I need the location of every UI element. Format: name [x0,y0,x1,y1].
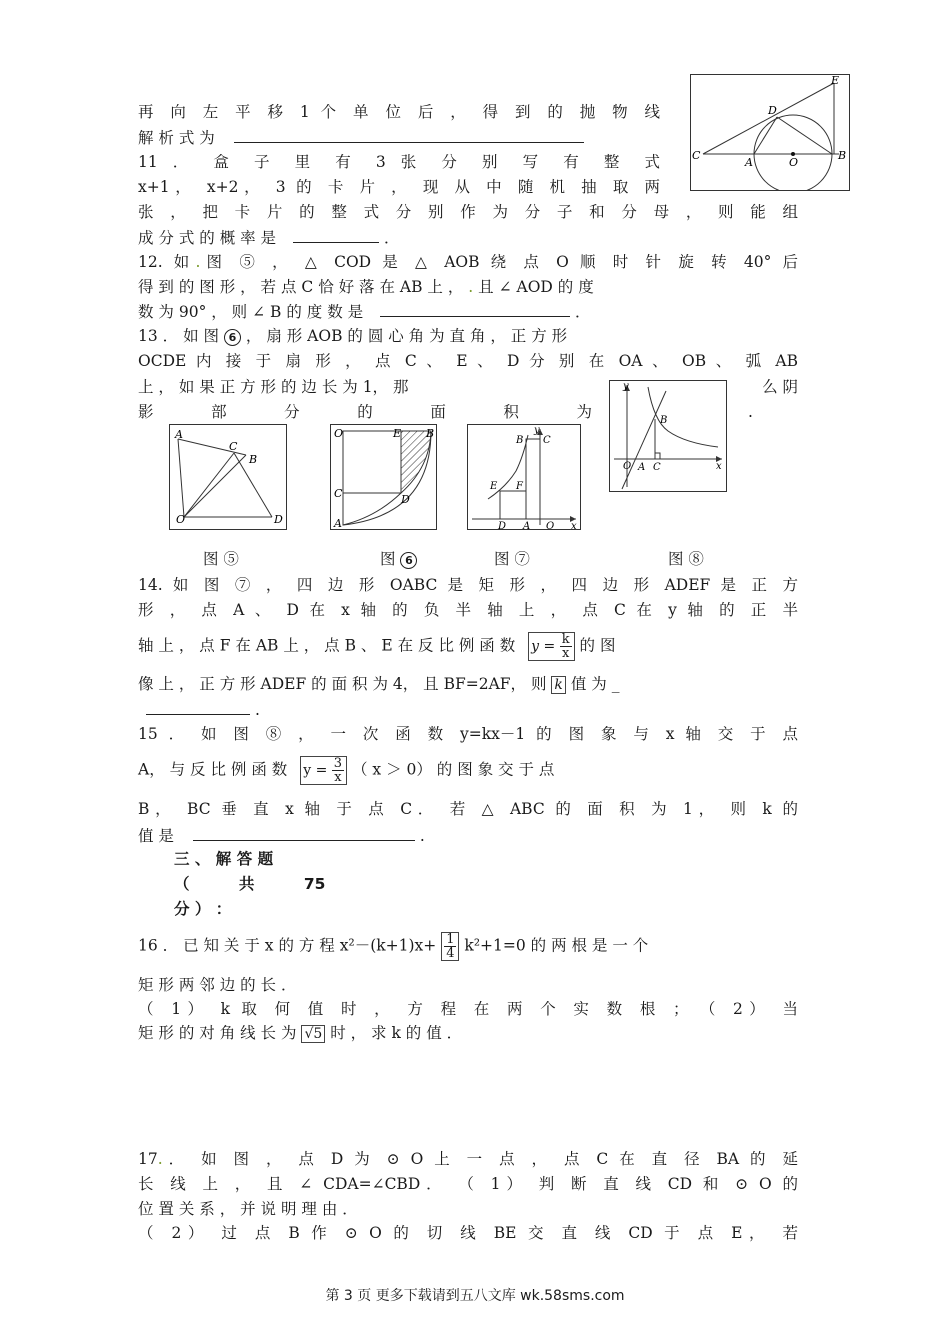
label-B: B [838,149,847,162]
text-line-28: （ 1） k 取 何 值 时 ， 方 程 在 两 个 实 数 根 ； （ 2） 当 [138,1000,798,1018]
text-line-22-end: . [419,827,425,845]
text-line-8-dot: . [468,278,474,296]
text-line-30 [138,1148,798,1170]
formula-k: k [554,677,563,693]
answer-blank-10 [234,126,584,143]
f6-label-C: C [334,487,343,500]
formula-y-k-over-x [528,632,574,661]
f7-label-B: B [516,435,524,446]
section-heading: 三 、 解 答 题 [174,850,274,868]
f7-label-F: F [516,481,523,492]
text-line-12-end: 么 阴 [762,378,798,396]
text-line-17-start: 像 上 ， 正 方 形 ADEF 的 面 积 为 4， 且 BF=2AF， 则 [138,675,547,693]
text-line-9-label: 数 为 90° ， 则 ∠ B 的 度 数 是 [138,303,364,321]
fraction-den-x2: x [334,770,342,785]
figure-5-diagram [170,425,286,529]
label-A: A [745,156,753,169]
text-line-26-end: k²+1=0 的 两 根 是 一 个 [464,936,649,955]
text-line-6-label: 成 分 式 的 概 率 是 [138,229,277,247]
text-line-15: 形 ， 点 A 、 D 在 x 轴 的 负 半 轴 上 ， 点 C 在 y 轴 的 正 半 [138,601,798,619]
fraction-1-4 [444,933,456,960]
caption-figure-5: 图 ⑤ [203,550,239,568]
caption-figure-7: 图 ⑦ [494,550,530,568]
text-line-10-start: 13 ． 如 图 [138,327,220,345]
caption-figure-6 [380,548,417,570]
text-line-18 [138,698,798,720]
text-line-8-rest: 且 ∠ AOD 的 度 [478,278,594,296]
text-line-7 [138,251,798,273]
f7-label-C: C [543,435,551,446]
text-line-29 [138,1022,798,1044]
text-line-17-end: 值 为 _ [570,675,620,693]
text-line-31: 长 线 上 ， 且 ∠ CDA=∠CBD． （ 1） 判 断 直 线 CD 和 ⊙ O 的 [138,1175,798,1193]
text-line-8 [138,276,798,298]
formula-one-quarter [441,932,459,961]
text-line-20 [138,756,798,785]
text-line-26-start: 16 ． 已 知 关 于 x 的 方 程 x²－(k+1)x+ [138,936,437,955]
text-line-14: 14. 如 图 ⑦ ， 四 边 形 OABC 是 矩 形 ， 四 边 形 ADEF 是 正 方 [138,576,798,594]
section-points-line [174,873,798,895]
formula-k-box [551,676,565,694]
figure-8 [609,380,727,492]
f6-label-B: B [426,427,435,440]
f5-label-B: B [249,453,258,466]
answer-blank-11 [293,226,379,243]
f6-label-A: A [334,517,342,529]
page-footer: 第 3 页 更多下载请到五八文库 wk.58sms.com [325,1288,625,1304]
text-line-20-end: （ x ＞ 0） 的 图 象 交 于 点 [351,760,555,779]
text-line-11: OCDE 内 接 于 扇 形 ， 点 C 、 E 、 D 分 别 在 OA 、 OB 、 弧 AB [138,352,798,370]
text-line-2 [138,126,660,148]
formula-y-3-over-x [300,756,347,785]
text-line-2-label: 解 析 式 为 [138,129,215,147]
f7-label-O: O [546,521,555,529]
text-line-21: B， BC 垂 直 x 轴 于 点 C． 若 △ ABC 的 面 积 为 1， 则 k 的 [138,800,798,818]
f7-label-x: x [571,521,577,529]
section-paren: （ [174,875,190,893]
answer-blank-15 [193,824,415,841]
text-line-6 [138,226,798,248]
text-line-13: 影 部 分 的 面 积 为 [138,403,592,421]
f7-label-D: D [498,521,507,529]
fraction-3-x [332,757,344,784]
fraction-num-3: 3 [333,756,343,771]
f5-label-A: A [175,428,183,441]
figure-6-diagram [331,425,436,529]
fraction-den-x: x [561,646,570,661]
formula-y-eq: y = [531,638,556,655]
section-points-end: 分 ） ： [174,900,232,918]
text-line-9 [138,300,798,322]
f7-label-E: E [490,481,498,492]
text-line-12: 上 ， 如 果 正 方 形 的 边 长 为 1， 那 [138,378,409,396]
f8-label-O: O [623,461,632,472]
f6-label-O: O [334,427,344,440]
label-O: O [789,156,799,169]
text-line-13-end: . [748,403,753,421]
f6-label-D: D [401,493,410,506]
text-line-7-rest: 图 ⑤ ， △ COD 是 △ AOB 绕 点 O 顺 时 针 旋 转 40° 后 [200,253,798,271]
text-line-10 [138,325,798,347]
text-line-4: x+1， x+2， 3 的 卡 片 ， 现 从 中 随 机 抽 取 两 [138,178,660,196]
text-line-7-start: 12. 如 [138,253,196,271]
text-line-18-end: . [254,701,260,719]
figure-7 [467,424,581,530]
text-line-20-start: A， 与 反 比 例 函 数 [138,760,288,779]
f7-label-y: y [534,425,540,436]
formula-sqrt5: √5 [301,1025,325,1043]
figure-5 [169,424,287,530]
f6-label-E: E [393,427,402,440]
section-total: 共 [238,875,255,893]
f5-label-C: C [229,440,238,453]
text-line-17 [138,673,798,695]
text-line-32: 位 置 关 系 ， 并 说 明 理 由 ． [138,1200,358,1218]
text-line-22-label: 值 是 [138,827,174,845]
text-line-5: 张 ， 把 卡 片 的 整 式 分 别 作 为 分 子 和 分 母 ， 则 能 组 [138,203,798,221]
circle-tangent-diagram [691,75,849,190]
section-points: 75 [303,875,326,893]
figure-8-diagram [610,381,726,491]
text-line-10-rest: ， 扇 形 AOB 的 圆 心 角 为 直 角 ， 正 方 形 [245,327,568,345]
text-line-30-dot: . [157,1150,163,1168]
text-line-1: 再 向 左 平 移 1 个 单 位 后 ， 得 到 的 抛 物 线 [138,103,660,121]
f8-label-y: y [623,381,629,392]
fraction-den-4: 4 [446,946,455,961]
text-line-3: 11 ． 盒 子 里 有 3 张 分 别 写 有 整 式 [138,153,660,171]
text-line-29-start: 矩 形 的 对 角 线 长 为 [138,1024,297,1042]
label-D: D [768,104,777,117]
f8-label-A: A [638,462,646,473]
text-line-30-num: 17 [138,1150,158,1168]
text-line-16-end: 的 图 [579,636,616,655]
text-line-22 [138,824,798,846]
f8-label-B: B [660,415,668,426]
figure-6 [330,424,437,530]
text-line-8-start: 得 到 的 图 形 ， 若 点 C 恰 好 落 在 AB 上 ， [138,278,464,296]
text-line-16 [138,632,798,661]
text-line-33: （ 2） 过 点 B 作 ⊙ O 的 切 线 BE 交 直 线 CD 于 点 E， 若 [138,1224,798,1242]
caption-circled-6: 6 [400,552,417,569]
fraction-num-k: k [561,632,570,647]
text-line-16-start: 轴 上 ， 点 F 在 AB 上 ， 点 B 、 E 在 反 比 例 函 数 [138,636,516,655]
caption-figure-8: 图 ⑧ [668,550,704,568]
formula-y3-eq: y = [303,762,328,779]
text-line-6-end: ． [383,229,400,247]
text-line-9-end: ． [575,303,591,321]
figure-circle-tangent [690,74,850,191]
label-C: C [692,149,701,162]
caption-figure-6-text: 图 [380,550,396,568]
f8-label-x: x [716,461,722,472]
text-line-29-end: 时 ， 求 k 的 值 ． [330,1024,463,1042]
f5-label-D: D [274,513,283,526]
text-line-7-dot: . [195,253,201,271]
text-line-27: 矩 形 两 邻 边 的 长 ． [138,976,297,994]
fraction-k-x [560,633,572,660]
f8-label-C: C [653,462,661,473]
text-line-30-rest: ． 如 图 ， 点 D 为 ⊙ O 上 一 点 ， 点 C 在 直 径 BA 的 延 [162,1150,798,1168]
f7-label-A: A [523,521,531,529]
text-line-19: 15 ． 如 图 ⑧ ， 一 次 函 数 y=kx－1 的 图 象 与 x 轴 交 于 点 [138,725,798,743]
fraction-num-1: 1 [446,932,455,947]
text-line-26 [138,932,798,961]
figure-7-diagram [468,425,580,529]
answer-blank-12 [380,300,570,317]
f5-label-O: O [176,513,186,526]
answer-blank-14 [146,698,250,715]
circled-number-6: 6 [224,329,241,346]
label-E: E [831,75,840,87]
